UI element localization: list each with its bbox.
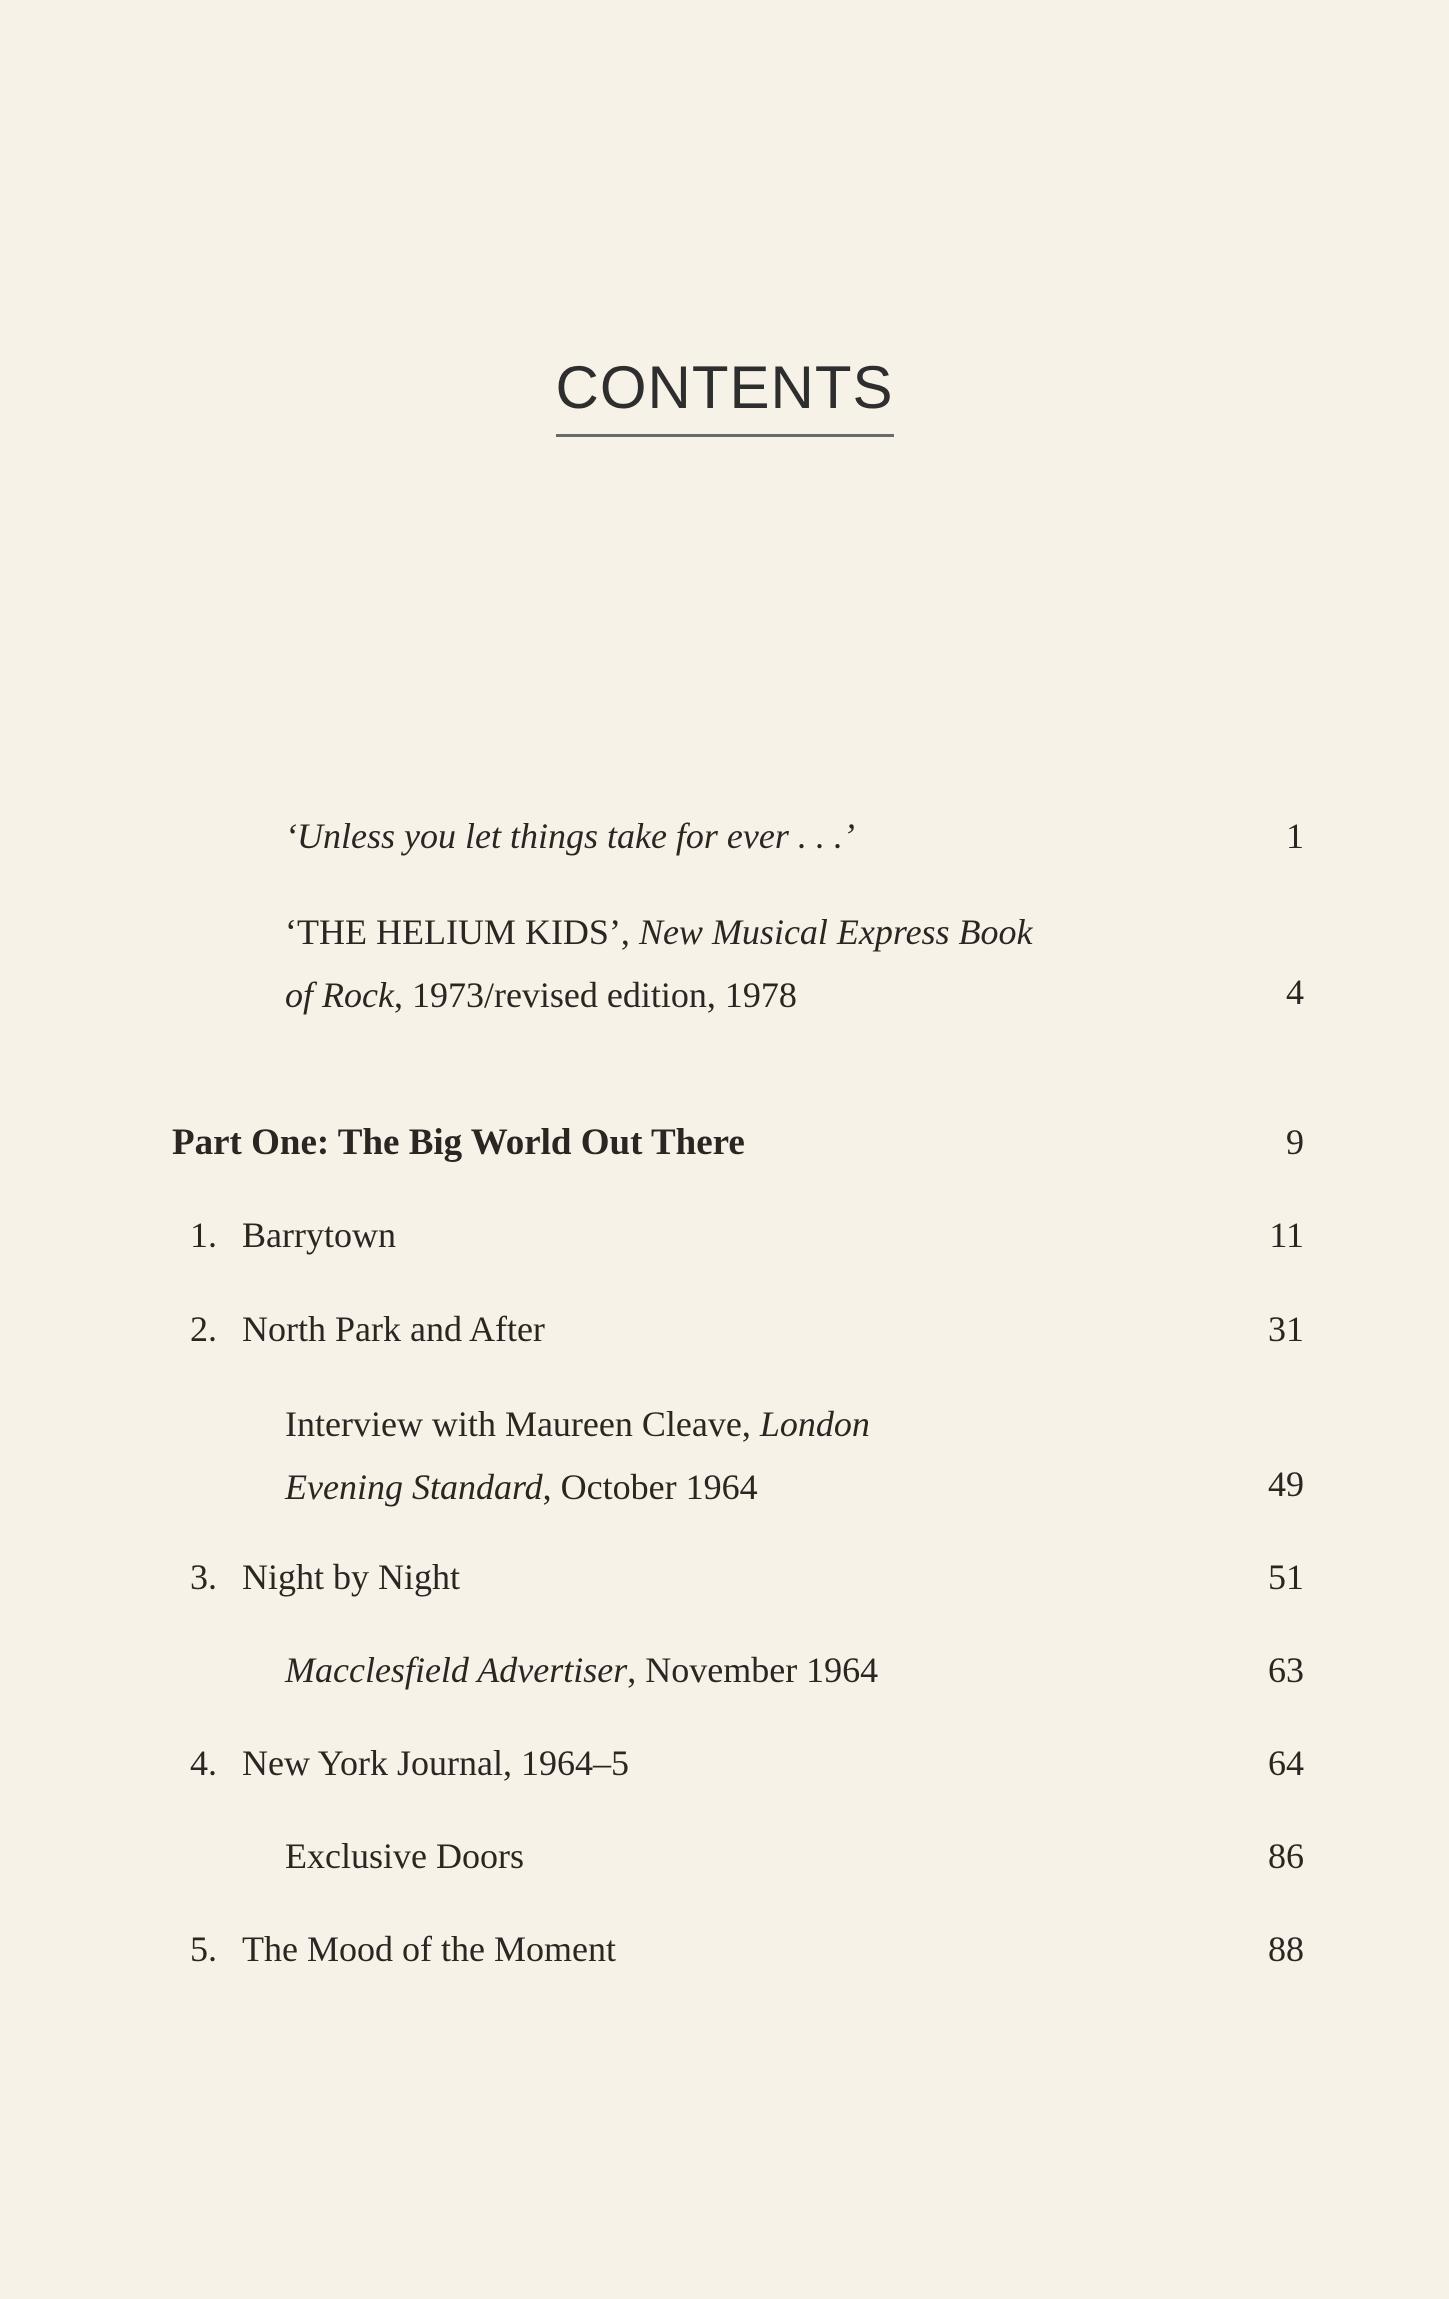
- part-title: Part One: The Big World Out There: [172, 1122, 745, 1163]
- entry-page-number: 63: [1268, 1650, 1304, 1690]
- entry-title-italic: of Rock: [285, 975, 394, 1015]
- entry-title-plain: ‘THE HELIUM KIDS’,: [285, 912, 639, 952]
- entry-page-number: 88: [1268, 1929, 1304, 1969]
- chapter-number: 2.: [190, 1309, 217, 1349]
- chapter-title-text: Night by Night: [242, 1557, 461, 1597]
- contents-heading: [0, 354, 1449, 437]
- chapter-title-text: Barrytown: [242, 1215, 396, 1255]
- entry-title: [285, 1393, 870, 1519]
- entry-title: ‘Unless you let things take for ever . . .’: [285, 816, 855, 856]
- entry-page-number: 64: [1268, 1743, 1304, 1783]
- entry-page-number: 49: [1268, 1464, 1304, 1504]
- entry-title-plain: , October 1964: [542, 1467, 758, 1507]
- chapter-number: 5.: [190, 1929, 217, 1969]
- chapter-number: 3.: [190, 1557, 217, 1597]
- entry-title-italic: London: [759, 1404, 870, 1444]
- entry-page-number: 31: [1268, 1309, 1304, 1349]
- page-title: CONTENTS: [556, 358, 894, 437]
- entry-title-plain: , 1973/revised edition, 1978: [393, 975, 797, 1015]
- entry-page-number: 11: [1269, 1215, 1304, 1255]
- entry-title-plain: Interview with Maureen Cleave,: [285, 1404, 760, 1444]
- chapter-title: [190, 1735, 629, 1792]
- entry-title-italic: New Musical Express Book: [638, 912, 1033, 952]
- entry-page-number: 4: [1286, 972, 1304, 1012]
- chapter-number: 1.: [190, 1215, 217, 1255]
- entry-title-italic: Macclesfield Advertiser: [285, 1650, 628, 1690]
- entry-title: Exclusive Doors: [285, 1836, 524, 1876]
- chapter-title-text: The Mood of the Moment: [242, 1929, 616, 1969]
- entry-title-italic: Evening Standard: [285, 1467, 543, 1507]
- entry-title-plain: , November 1964: [627, 1650, 879, 1690]
- entry-title: [285, 1642, 878, 1699]
- entry-page-number: 51: [1268, 1557, 1304, 1597]
- entry-title: [285, 901, 1033, 1027]
- chapter-title: [190, 1207, 396, 1264]
- chapter-title-text: New York Journal, 1964–5: [242, 1743, 629, 1783]
- chapter-title-text: North Park and After: [242, 1309, 545, 1349]
- entry-page-number: 1: [1286, 816, 1304, 856]
- chapter-title: [190, 1301, 545, 1358]
- chapter-number: 4.: [190, 1743, 217, 1783]
- chapter-title: [190, 1921, 616, 1978]
- entry-page-number: 9: [1286, 1122, 1304, 1162]
- chapter-title: [190, 1549, 460, 1606]
- entry-page-number: 86: [1268, 1836, 1304, 1876]
